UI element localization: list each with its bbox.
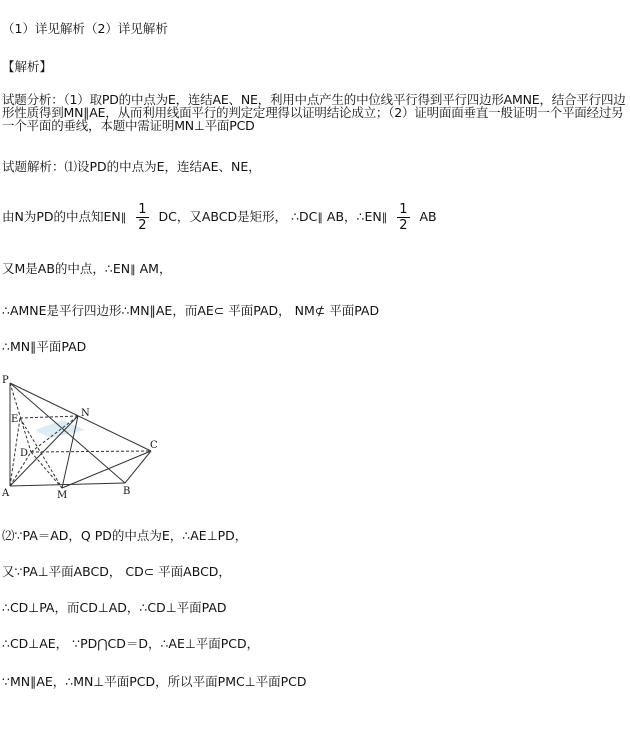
vertex-labels bbox=[1, 375, 158, 501]
shaded-region bbox=[35, 420, 85, 438]
text: 又M是AB的中点，∴EN bbox=[2, 261, 131, 276]
parallel-equal-symbol: ∥ bbox=[130, 263, 136, 276]
parallel-equal-symbol: ∥ bbox=[317, 211, 323, 224]
text: DC，又ABCD是矩形， ∴DC bbox=[158, 209, 318, 224]
solution-line-4: ∴AMNE是平行四边形∴MN∥AE，而AE⊂ 平面PAD， NM⊄ 平面PAD bbox=[2, 303, 380, 318]
label-a: A bbox=[2, 488, 10, 499]
section-header: 【解析】 bbox=[2, 59, 53, 74]
analysis-paragraph: 试题分析：（1）取PD的中点为E，连结AE、NE，利用中点产生的中位线平行得到平行四边形AMNE，结合平行四边形性质得到MN∥AE，从而利用线面平行的判定定理得以证明结论成立；（2）证明面面垂直一般证明一个平面经过另一个平面的垂线，本题中需证明MN⊥平面PCD bbox=[2, 92, 626, 133]
label-m: M bbox=[57, 490, 68, 501]
solution-line-5: ∴MN∥平面PAD bbox=[2, 339, 87, 354]
fraction-denominator: 2 bbox=[138, 218, 147, 233]
label-n: N bbox=[81, 408, 90, 419]
fraction-one-half bbox=[397, 202, 409, 233]
parallel-equal-symbol: ∥ bbox=[120, 211, 127, 224]
solution-line-9: ∴CD⊥AE， ∵PD⋂CD＝D，∴AE⊥平面PCD， bbox=[2, 636, 260, 651]
hidden-edges bbox=[10, 383, 151, 488]
fraction-numerator: 1 bbox=[399, 202, 408, 217]
text: AM， bbox=[139, 261, 172, 276]
label-e: E bbox=[11, 414, 19, 425]
text: AB，∴EN bbox=[326, 209, 382, 224]
solid-edges bbox=[10, 383, 151, 488]
solution-line-6: ⑵∵PA＝AD，Q PD的中点为E，∴AE⊥PD， bbox=[2, 528, 248, 543]
solution-line-3 bbox=[2, 262, 171, 277]
solution-line-7: 又∵PA⊥平面ABCD， CD⊂ 平面ABCD， bbox=[2, 564, 231, 579]
solution-line-8: ∴CD⊥PA，而CD⊥AD，∴CD⊥平面PAD bbox=[2, 600, 227, 615]
label-b: B bbox=[123, 486, 131, 497]
solution-line-1: 试题解析：⑴设PD的中点为E，连结AE、NE， bbox=[2, 159, 261, 174]
label-d: D bbox=[20, 448, 29, 459]
parallel-equal-symbol: ∥ bbox=[381, 211, 388, 224]
solution-line-10: ∵MN∥AE，∴MN⊥平面PCD，所以平面PMC⊥平面PCD bbox=[2, 674, 307, 689]
fraction-denominator: 2 bbox=[399, 218, 408, 233]
answer-line: （1）详见解析（2）详见解析 bbox=[2, 21, 168, 36]
solution-line-2 bbox=[2, 198, 437, 237]
label-p: P bbox=[2, 375, 9, 386]
pyramid-diagram bbox=[0, 372, 170, 502]
fraction-one-half bbox=[136, 202, 148, 233]
text: AB bbox=[419, 209, 437, 224]
fraction-numerator: 1 bbox=[138, 202, 147, 217]
text: 由N为PD的中点知EN bbox=[2, 209, 121, 224]
label-c: C bbox=[150, 440, 158, 451]
